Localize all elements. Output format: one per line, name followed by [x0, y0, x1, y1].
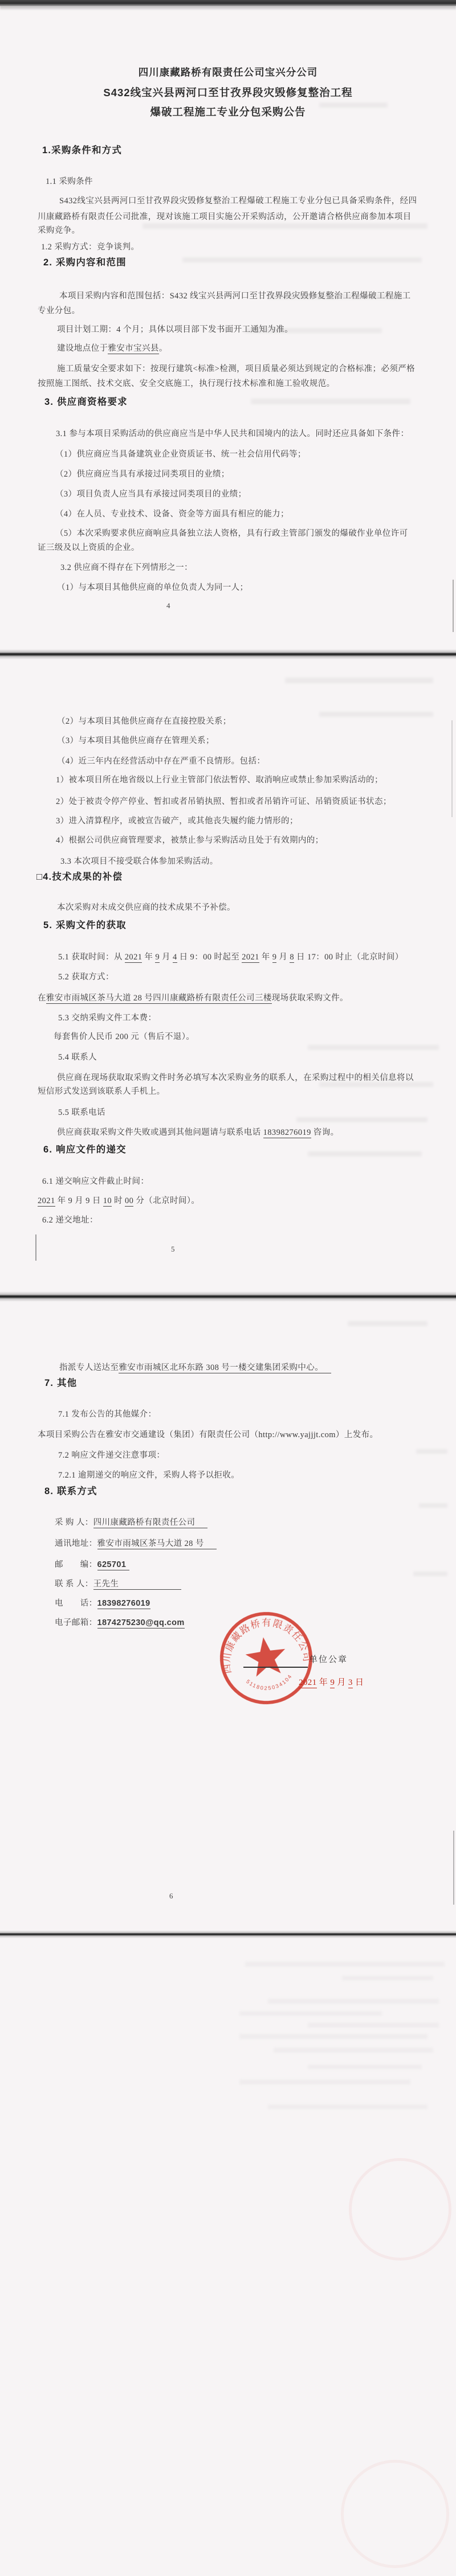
seal-date-month: 9 [330, 1678, 335, 1687]
scan-edge-shadow [0, 6, 456, 10]
bleed-through-artifact [308, 2065, 422, 2069]
para-6-2-address [59, 1363, 331, 1373]
item-3-2-4-sub4: 4）根据公司供应商管理要求，被禁止参与采购活动且处于有效期内的； [56, 836, 324, 845]
email-label: 电子邮箱： [55, 1618, 97, 1627]
doc-title-company: 四川康藏路桥有限责任公司宝兴分公司 [138, 67, 318, 78]
bleed-through-artifact [245, 1962, 445, 1967]
para-5-4-line2: 短信形式发送到该联系人手机上。 [38, 1087, 165, 1096]
official-seal [212, 1603, 320, 1713]
clause-5-1-sep3: 年 [259, 953, 272, 962]
para-4: 本次采购对未成交供应商的技术成果不予补偿。 [57, 903, 235, 912]
clause-5-1-tail: 日 17：00 时止（北京时间） [294, 953, 404, 962]
clause-7-2: 7.2 响应文件递交注意事项： [58, 1451, 165, 1460]
para-1-1-line1: S432线宝兴县两河口至甘孜界段灾毁修复整治工程爆破工程施工专业分包已具备采购条件，经四 [59, 196, 417, 206]
heading-section-1: 1.采购条件和方式 [42, 145, 123, 155]
contact-row-person [55, 1580, 181, 1589]
bleed-through-artifact [308, 1151, 422, 1156]
official-seal-svg [212, 1603, 320, 1713]
clause-1-1: 1.1 采购条件 [46, 177, 93, 186]
para-2-line2: 专业分包。 [38, 306, 80, 315]
seal-serial-text [245, 1672, 295, 1694]
bleed-through-artifact [319, 712, 433, 717]
bleed-through-seal-ghost-2 [341, 2460, 449, 2568]
seal-date [299, 1677, 364, 1688]
person-label: 联 系 人： [55, 1580, 93, 1589]
scan-left-edge-mark [35, 1234, 36, 1261]
seal-date-sep3: 日 [352, 1678, 364, 1687]
heading-section-2: 2. 采购内容和范围 [43, 257, 127, 268]
phone-label: 电 话： [55, 1599, 97, 1608]
item-3-2-3: （3）与本项目其他供应商存在管理关系； [57, 736, 214, 745]
location-suffix: 。 [158, 344, 168, 353]
deadline-year: 2021 [38, 1196, 55, 1205]
contact-phone-inline: 18398276019 [263, 1128, 311, 1137]
postcode-value: 625701 [97, 1560, 130, 1570]
clause-5-1-mid: 日 9：00 时起至 [177, 953, 242, 962]
item-3-2-4-sub3: 3）进入清算程序，或被宣告破产，或其他丧失履约能力情形的； [56, 817, 298, 826]
bleed-through-artifact [239, 2079, 410, 2085]
bleed-through-seal-ghost-1 [349, 2158, 451, 2261]
item-3-2-4-sub2: 2）处于被责令停产停业、暂扣或者吊销执照、暂扣或者吊销许可证、吊销资质证书状态； [56, 797, 392, 806]
contact-row-phone [55, 1599, 150, 1609]
bleed-through-artifact [251, 399, 410, 404]
seal-serial-textpath: 5118025034104 [245, 1673, 294, 1691]
clause-5-3: 5.3 交纳采购文件工本费： [58, 1014, 157, 1023]
seal-date-sep1: 年 [316, 1678, 331, 1687]
address-value: 雅安市雨城区茶马大道 28 号 [97, 1539, 217, 1549]
page-number-5: 5 [171, 1245, 175, 1253]
para-5-5-suffix: 咨询。 [311, 1128, 339, 1137]
bleed-through-artifact [268, 2105, 427, 2109]
bleed-through-artifact [268, 1999, 439, 2004]
item-3-1-4: （4）在人员、专业技术、设备、资金等方面具有相应的能力； [55, 510, 289, 519]
heading-section-3: 3. 供应商资格要求 [44, 397, 128, 407]
bleed-through-artifact [296, 1117, 427, 1122]
para-2-quality-line2: 按照施工图纸、技术交底、安全交底施工，执行现行技术标准和施工验收规范。 [38, 379, 335, 388]
item-3-1-5-line2: 证三级及以上资质的企业。 [38, 543, 140, 552]
contact-row-email [55, 1618, 185, 1628]
scan-right-edge-line [453, 1831, 454, 1905]
bleed-through-artifact [285, 678, 433, 683]
bleed-through-artifact [319, 102, 388, 108]
deadline-hour: 10 [103, 1196, 112, 1205]
page-number-4: 4 [166, 601, 170, 610]
bleed-through-artifact [268, 294, 399, 299]
purchaser-label: 采 购 人： [55, 1518, 93, 1527]
item-3-2-4: （4）近三年内在经营活动中存在严重不良情形。包括： [57, 757, 266, 766]
item-3-2-2: （2）与本项目其他供应商存在直接控股关系； [57, 717, 231, 726]
bleed-through-artifact [182, 257, 422, 262]
heading-section-6: 6. 响应文件的递交 [43, 1145, 127, 1155]
clause-5-1-sep4: 月 [276, 953, 290, 962]
person-value: 王先生 [93, 1580, 182, 1590]
obtain-start-month: 9 [155, 953, 160, 962]
para-2-location [57, 344, 168, 354]
para-1-1-line2: 川康藏路桥有限责任公司批准，现对该施工项目实施公开采购活动，公开邀请合格供应商参加本项目 [38, 212, 412, 221]
clause-5-4: 5.4 联系人 [58, 1053, 97, 1062]
page-break-3 [0, 1930, 456, 1938]
bleed-through-artifact [348, 1321, 427, 1326]
item-3-2-4-sub1: 1）被本项目所在地省级以上行业主管部门依法暂停、取消响应或禁止参加采购活动的； [56, 776, 383, 785]
seal-company-textpath: 四川康藏路桥有限责任公司 [221, 1617, 313, 1675]
para-7-1: 本项目采购公告在雅安市交通建设（集团）有限责任公司（http://www.yajjjt.com）上发布。 [38, 1430, 378, 1439]
heading-section-8: 8. 联系方式 [44, 1486, 97, 1496]
para-2-duration: 项目计划工期：4 个月；具体以项目部下发书面开工通知为准。 [57, 325, 293, 334]
clause-3-3: 3.3 本次项目不接受联合体参加采购活动。 [60, 857, 218, 866]
doc-title-project: S432线宝兴县两河口至甘孜界段灾毁修复整治工程 [103, 87, 353, 99]
para-5-5-prefix: 供应商获取采购文件失败或遇到其他问题请与联系电话 [57, 1128, 263, 1137]
seal-signature-line [243, 1667, 308, 1668]
para-5-2 [38, 994, 348, 1003]
clause-5-5: 5.5 联系电话 [58, 1108, 105, 1117]
para-5-2-prefix: 在 [38, 994, 46, 1003]
bleed-through-artifact [308, 2023, 439, 2028]
clause-6-2: 6.2 递交地址： [42, 1216, 98, 1225]
bleed-through-artifact [308, 1045, 439, 1050]
obtain-address: 雅安市雨城区茶马大道 28 号四川康藏路桥有限责任公司三楼 [46, 994, 272, 1003]
item-3-1-3: （3）项目负责人应当具有承接过同类项目的业绩； [55, 490, 247, 499]
contact-row-purchaser [55, 1518, 207, 1528]
item-3-1-5-line1: （5）本次采购要求供应商响应具备独立法人资格，具有行政主管部门颁发的爆破作业单位许可 [55, 529, 408, 538]
clause-5-1-text: 5.1 获取时间：从 [58, 953, 125, 962]
contact-row-address [55, 1539, 217, 1549]
scan-right-edge-line [453, 580, 454, 632]
seal-date-day: 3 [348, 1678, 353, 1687]
bleed-through-artifact [239, 2011, 382, 2016]
clause-1-2: 1.2 采购方式：竞争谈判。 [41, 243, 140, 252]
para-5-2-suffix: 现场获取采购文件。 [271, 994, 348, 1003]
bleed-through-artifact [239, 2034, 427, 2039]
seal-star-icon [243, 1635, 288, 1678]
bleed-through-artifact [245, 328, 382, 333]
bleed-through-artifact [319, 1082, 433, 1087]
para-1-1-line3: 采购竞争。 [38, 226, 80, 235]
obtain-end-day: 8 [290, 953, 294, 962]
contact-row-postcode [55, 1560, 129, 1570]
clause-5-1-sep2: 月 [160, 953, 173, 962]
clause-7-1: 7.1 发布公告的其他媒介： [58, 1410, 157, 1419]
page-break-2 [0, 1291, 456, 1302]
item-3-2-1: （1）与本项目其他供应商的单位负责人为同一人； [57, 583, 249, 592]
deadline-mid2: 时 [112, 1196, 125, 1205]
clause-5-1 [58, 953, 404, 962]
purchaser-value: 四川康藏路桥有限责任公司 [93, 1518, 208, 1528]
clause-3-1: 3.1 参与本项目采购活动的供应商应当是中华人民共和国境内的法人。同时还应具备如下条件： [56, 429, 409, 438]
seal-date-year: 2021 [299, 1678, 317, 1687]
para-6-1-deadline [38, 1196, 199, 1206]
postcode-label: 邮 编： [55, 1560, 97, 1569]
para-5-5 [57, 1128, 339, 1138]
seal-date-sep2: 月 [335, 1678, 348, 1687]
obtain-end-year: 2021 [242, 953, 259, 962]
heading-section-7: 7. 其他 [44, 1378, 78, 1388]
clause-6-1: 6.1 递交响应文件截止时间： [42, 1177, 149, 1186]
bleed-through-artifact [142, 223, 427, 229]
scan-right-edge-line [451, 720, 453, 817]
bleed-through-artifact [274, 2048, 433, 2053]
delivery-prefix: 指派专人送达至 [59, 1363, 119, 1372]
clause-5-2: 5.2 获取方式： [58, 973, 114, 982]
location-underlined: 雅安市宝兴县 [108, 344, 159, 353]
scan-edge-band [0, 0, 456, 6]
heading-section-4: □4.技术成果的补偿 [36, 872, 123, 882]
obtain-end-month: 9 [272, 953, 277, 962]
page-number-6: 6 [169, 1892, 173, 1900]
obtain-start-year: 2021 [124, 953, 142, 962]
bleed-through-artifact [413, 1572, 447, 1576]
email-value: 1874275230@qq.com [97, 1618, 185, 1627]
item-3-1-1: （1）供应商应当具备建筑业企业资质证书、统一社会信用代码等； [55, 450, 306, 459]
page-break-1 [0, 649, 456, 659]
clause-7-2-1: 7.2.1 逾期递交的响应文件，采购人将予以拒收。 [58, 1471, 240, 1480]
para-5-4-line1: 供应商在现场获取取采购文件时务必填写本次采购业务的联系人，在采购过程中的相关信息将以 [57, 1073, 414, 1082]
para-5-3: 每套售价人民币 200 元（售后不退）。 [54, 1032, 195, 1041]
bleed-through-artifact [342, 1976, 433, 1980]
bleed-through-artifact [419, 1503, 447, 1508]
deadline-tail: 分（北京时间）。 [133, 1196, 200, 1205]
deadline-minute: 00 [125, 1196, 134, 1205]
delivery-address: 雅安市雨城区北环东路 308 号一楼交建集团采购中心。 [119, 1363, 331, 1373]
para-2-line1: 本项目采购内容和范围包括：S432 线宝兴县两河口至甘孜界段灾毁修复整治工程爆破工程施工 [59, 292, 411, 301]
bleed-through-artifact [416, 1449, 447, 1454]
obtain-start-day: 4 [172, 953, 177, 962]
clause-5-1-sep1: 年 [142, 953, 156, 962]
clause-3-2: 3.2 供应商不得存在下列情形之一： [60, 563, 193, 572]
doc-title-subject: 爆破工程施工专业分包采购公告 [150, 106, 306, 118]
para-2-quality-line1: 施工质量安全要求如下：按现行建筑<标准>检测，项目质量必须达到规定的合格标准；必须严格 [57, 364, 416, 374]
address-label: 通讯地址： [55, 1539, 97, 1548]
phone-value: 18398276019 [97, 1599, 150, 1608]
deadline-mid1: 年 9 月 9 日 [55, 1196, 103, 1205]
heading-section-5: 5. 采购文件的获取 [43, 920, 127, 930]
location-prefix: 建设地点位于 [57, 344, 108, 353]
item-3-1-2: （2）供应商应当具有承接过同类项目的业绩； [55, 470, 230, 479]
seal-label: 单位公章 [309, 1655, 348, 1664]
